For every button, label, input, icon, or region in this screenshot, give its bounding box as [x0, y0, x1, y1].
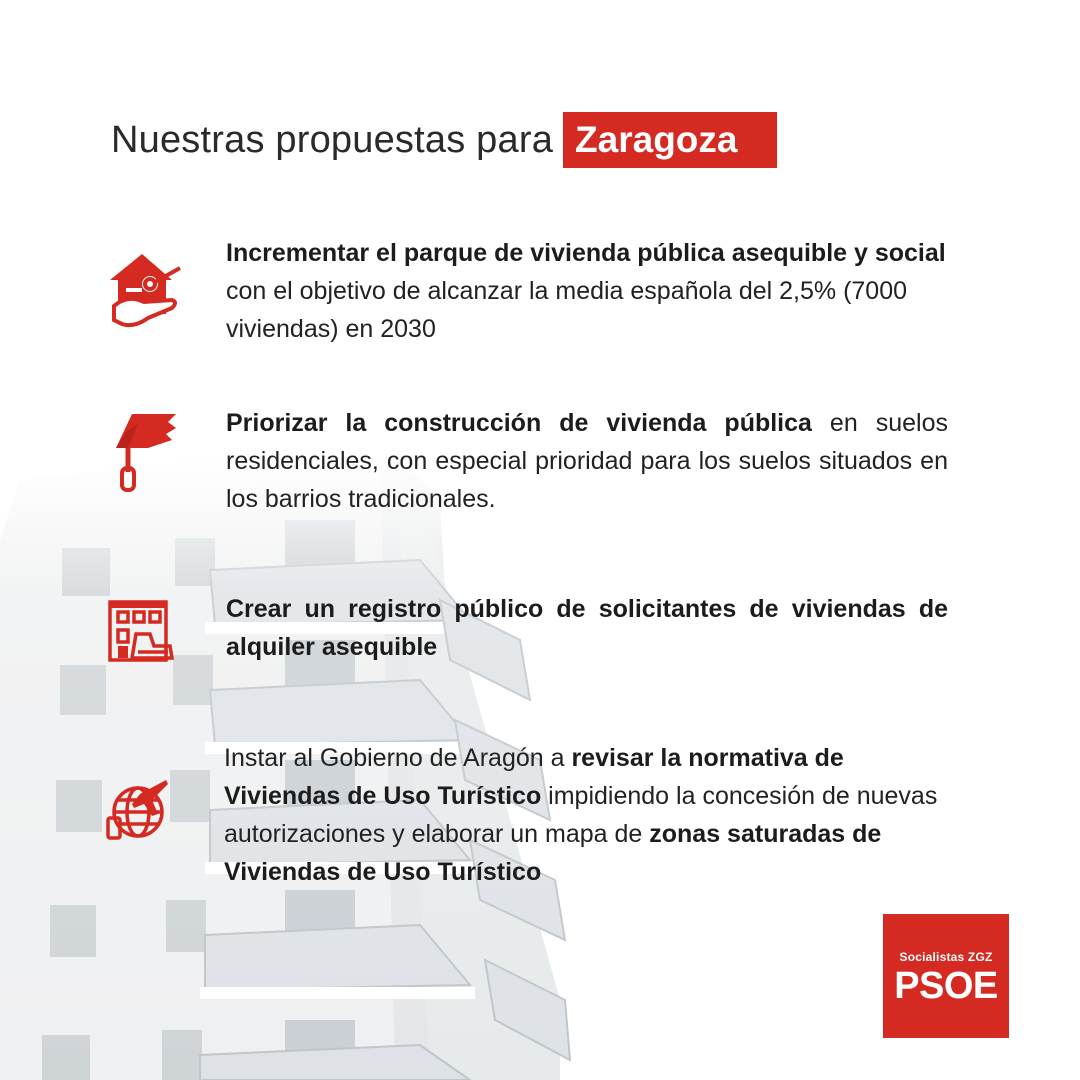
title-highlight-city: Zaragoza — [563, 112, 777, 168]
house-key-hand-icon — [108, 236, 182, 330]
logo-name: PSOE — [894, 965, 998, 1007]
proposal-text — [226, 234, 948, 348]
proposal-text-regular: Instar al Gobierno de Aragón a — [224, 744, 572, 772]
tourism-globe-plane-icon — [106, 778, 172, 842]
proposal-text-regular: con el objetivo de alcanzar la media española del 2,5% (7000 viviendas) en 2030 — [226, 277, 908, 343]
proposal-text — [226, 404, 948, 518]
proposal-text-regular: impidiendo la concesión de nuevas autorizaciones y elaborar un mapa de — [224, 782, 938, 848]
proposal-text-regular: en suelos residenciales, con especial prioridad para los suelos situados en los barrios tradicionales. — [226, 409, 948, 513]
proposal-text-bold: Incrementar el parque de vivienda pública asequible y social — [226, 239, 946, 267]
registry-building-icon — [108, 600, 174, 664]
proposal-text — [226, 590, 948, 666]
page-title — [111, 112, 777, 168]
title-prefix: Nuestras propuestas para — [111, 118, 554, 161]
proposal-text — [224, 739, 946, 891]
proposal-text-bold: Crear un registro público de solicitantes de viviendas de alquiler asequible — [226, 595, 948, 661]
psoe-logo — [883, 914, 1009, 1038]
proposal-text-bold: zonas saturadas de Viviendas de Uso Turístico — [224, 820, 882, 886]
logo-subtitle: Socialistas ZGZ — [899, 950, 993, 964]
trowel-icon — [108, 410, 182, 494]
proposal-text-bold: revisar la normativa de Viviendas de Uso Turístico — [224, 744, 844, 810]
proposal-text-bold: Priorizar la construcción de vivienda pública — [226, 409, 812, 437]
